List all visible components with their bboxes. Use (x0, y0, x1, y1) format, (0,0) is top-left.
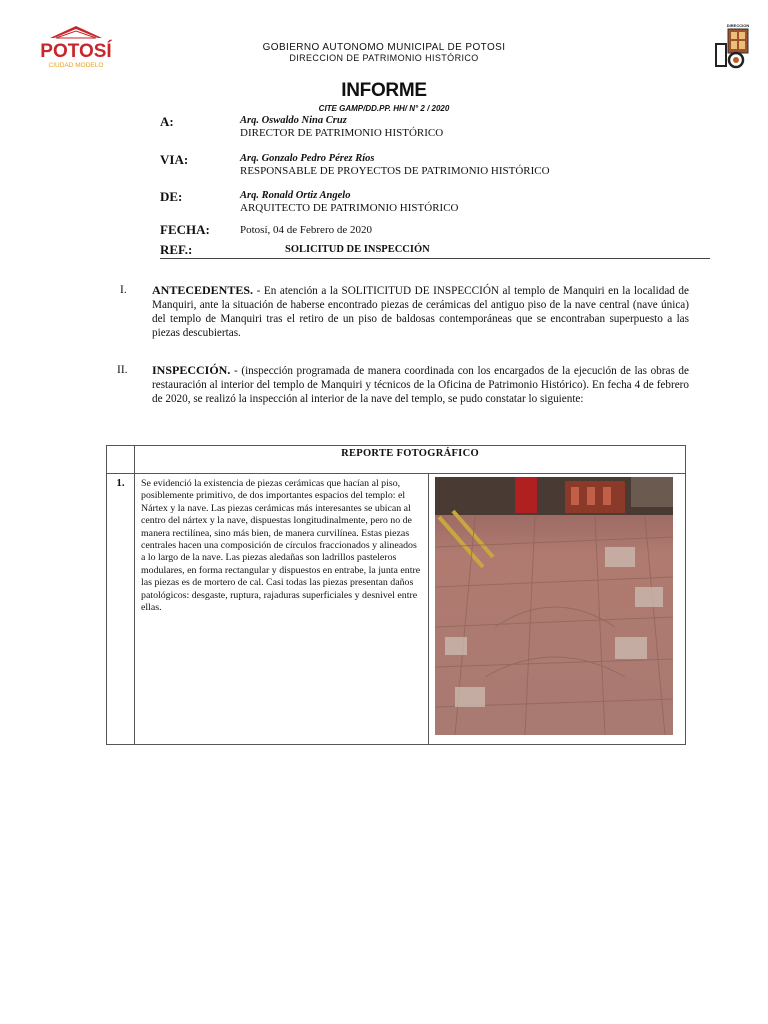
section-1-number: I. (120, 284, 127, 296)
from-label: DE: (160, 189, 183, 204)
report-title: REPORTE FOTOGRÁFICO (135, 446, 686, 474)
section-1-paragraph (152, 283, 689, 340)
section-1-text: - En atención a la SOLITICITUD DE INSPECCIÓN al templo de Manquiri en la localidad de Manquiri, ante la situación de haberse encontrado piezas de cerámicas del antiguo piso de la nave central (nave única) del templo de Manquiri tras el retiro de un piso de baldosas contemporáneas que se encontraban superpuesto a las piezas descubiertas. (152, 285, 689, 339)
via-label: VIA: (160, 152, 189, 167)
to-name: Arq. Oswaldo Nina Cruz (240, 115, 347, 126)
report-row-description: Se evidenció la existencia de piezas cerámicas que hacían al piso, posiblemente primitivo, de dos importantes espacios del templo: el Nártex y la nave. Las piezas cerámicas más interesantes se ubican al centro del nártex y la nave, dispuestas longitudinalmente, pero no de manera rectilínea, sino más bien, de manera curvilínea. Estas piezas centrales hacen una composición de círculos fraccionados y alineados a lo largo de la nave. Las piezas aledañas son ladrillos pasteleros modulares, en forma rectangular y dispuestos en entrabe, la junta entre las piezas es de mortero de cal. Casi todas las piezas presentan daños patológicos: desgaste, ruptura, rajaduras superficiales y desnivel entre ellas. (141, 478, 421, 614)
document-title: INFORME (341, 80, 427, 101)
from-role: ARQUITECTO DE PATRIMONIO HISTÓRICO (240, 202, 459, 214)
date-label: FECHA: (160, 222, 210, 237)
header-government: GOBIERNO AUTONOMO MUNICIPAL DE POTOSI (262, 42, 506, 53)
logo-left-sub: CIUDAD MODELO (48, 62, 104, 69)
section-2-number: II. (117, 364, 128, 376)
section-1-heading: ANTECEDENTES. (152, 283, 254, 297)
header-divider (160, 258, 710, 259)
date-value: Potosí, 04 de Febrero de 2020 (240, 224, 372, 236)
report-row-number: 1. (107, 474, 135, 745)
logo-left-text: POTOSÍ (40, 41, 112, 62)
from-name: Arq. Ronald Ortiz Angelo (240, 190, 351, 201)
section-2-text: - (inspección programada de manera coordinada con los encargados de la ejecución de las obras de restauración al interior del templo de Manquiri y técnicos de la Oficina de Patrimonio Histórico). En fecha 4 de febrero de 2020, se realizó la inspección al interior de la nave del templo, se pudo constatar lo siguiente: (152, 365, 689, 405)
to-label: A: (160, 114, 174, 129)
section-2-heading: INSPECCIÓN. (152, 363, 231, 377)
via-name: Arq. Gonzalo Pedro Pérez Ríos (240, 153, 375, 164)
ref-value: SOLICITUD DE INSPECCIÓN (285, 244, 430, 255)
photo-report-table (106, 445, 686, 745)
floor-photo (435, 477, 673, 735)
ref-label: REF.: (160, 242, 193, 257)
via-role: RESPONSABLE DE PROYECTOS DE PATRIMONIO HISTÓRICO (240, 165, 550, 177)
document-cite: CITE GAMP/DD.PP. HH/ N° 2 / 2020 (318, 104, 450, 113)
section-2-paragraph (152, 363, 689, 406)
to-role: DIRECTOR DE PATRIMONIO HISTÓRICO (240, 127, 444, 139)
header-direction: DIRECCION DE PATRIMONIO HISTÓRICO (289, 53, 479, 63)
logo-right-text: DIRECCION (726, 23, 750, 28)
